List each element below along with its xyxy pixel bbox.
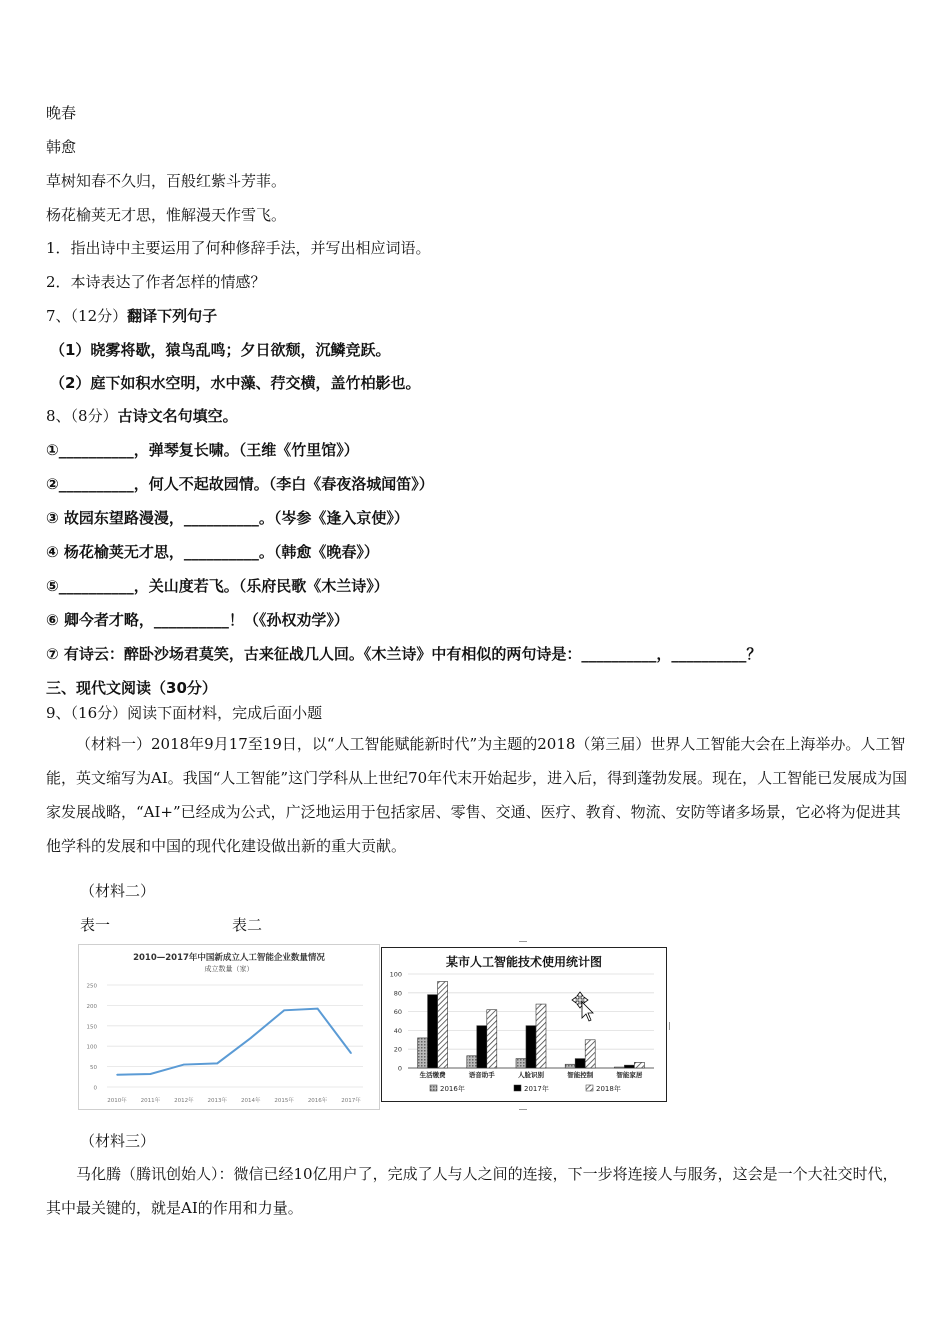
question-8-prefix: 8、（8分） <box>46 407 118 425</box>
table-1-label: 表一 <box>80 916 111 934</box>
poem-question-1: 1．指出诗中主要运用了何种修辞手法，并写出相应词语。 <box>46 239 431 257</box>
question-8-title: 古诗文名句填空。 <box>117 407 238 425</box>
question-7-sentence-1: （1）晓雾将歇，猿鸟乱鸣；夕日欲颓，沉鳞竞跃。 <box>50 341 391 359</box>
question-7-heading <box>46 305 217 326</box>
line-chart <box>79 945 379 1109</box>
section-3-title: 三、现代文阅读（30分） <box>46 679 217 697</box>
bar-2016年 <box>467 1056 477 1068</box>
question-7-title: 翻译下列句子 <box>127 307 218 325</box>
x-tick-label: 2016年 <box>307 1098 328 1104</box>
fill-blank-item: ⑥ 卿今者才略，__________！（《孙权劝学》） <box>46 611 349 629</box>
line-point <box>150 1073 152 1075</box>
legend-label: 2016年 <box>440 1085 465 1093</box>
material-1: （材料一）2018年9月17至19日，以“人工智能赋能新时代”为主题的2018（第三届）世界人工智能大会在上海举办。人工智能，英文缩写为AI。我国“人工智能”这门学科从上世纪70年代末开始起步，进入后，得到蓬勃发展。现在，人工智能已发展成为国家发展战略，“AI+”已经成为公式，广泛地运用于包括家居、零售、交通、医疗、教育、物流、安防等诸多场景，它必将为促进其他学科的发展和中国的现代化建设做出新的重大贡献。 <box>46 735 908 855</box>
y-tick-label: 50 <box>90 1065 97 1072</box>
poem-line-1: 草树知春不久归，百般红紫斗芳菲。 <box>46 172 287 190</box>
bar-2016年 <box>418 1038 428 1068</box>
scan-mark <box>669 1022 670 1030</box>
x-tick-label: 智能家居 <box>616 1071 643 1079</box>
bar-2016年 <box>516 1059 526 1068</box>
material-3-label: （材料三） <box>80 1132 156 1150</box>
y-tick-label: 100 <box>389 970 402 979</box>
bar-2017年 <box>526 1026 536 1068</box>
line-point <box>183 1064 185 1066</box>
poem-question-2: 2．本诗表达了作者怎样的情感？ <box>46 273 266 291</box>
y-tick-label: 40 <box>393 1026 402 1035</box>
x-tick-label: 人脸识别 <box>518 1071 544 1079</box>
line-chart-title: 2010—2017年中国新成立人工智能企业数量情况 <box>133 953 325 963</box>
x-tick-label: 2013年 <box>207 1098 228 1104</box>
bar-2016年 <box>614 1067 624 1068</box>
question-7-prefix: 7、（12分） <box>46 307 128 325</box>
bar-2017年 <box>428 995 438 1068</box>
question-8-heading <box>46 405 238 426</box>
legend-swatch <box>514 1085 521 1091</box>
x-tick-label: 2010年 <box>107 1098 127 1104</box>
y-tick-label: 200 <box>86 1003 97 1010</box>
line-point <box>250 1037 252 1039</box>
bar-chart <box>382 948 666 1101</box>
bar-2018年 <box>438 982 448 1068</box>
poem-author: 韩愈 <box>46 138 77 156</box>
bar-2018年 <box>536 1004 546 1068</box>
bar-chart-title: 某市人工智能技术使用统计图 <box>445 955 603 969</box>
line-series <box>117 1009 351 1075</box>
fill-blank-item: ⑤__________，关山度若飞。（乐府民歌《木兰诗》） <box>46 577 389 595</box>
x-tick-label: 2015年 <box>274 1098 294 1104</box>
y-tick-label: 80 <box>393 989 402 998</box>
x-tick-label: 语音助手 <box>468 1071 495 1079</box>
x-tick-label: 2012年 <box>174 1098 194 1104</box>
line-point <box>317 1008 319 1010</box>
legend-label: 2018年 <box>596 1085 621 1093</box>
line-chart-box <box>78 944 380 1110</box>
move-cursor-icon <box>572 992 593 1021</box>
question-7-sentence-2: （2）庭下如积水空明，水中藻、荇交横，盖竹柏影也。 <box>50 374 421 392</box>
material-3: 马化腾（腾讯创始人）：微信已经10亿用户了，完成了人与人之间的连接，下一步将连接人与服务，这会是一个大社交时代，其中最关键的，就是AI的作用和力量。 <box>46 1165 898 1217</box>
bar-2016年 <box>565 1064 575 1068</box>
y-tick-label: 60 <box>393 1008 402 1017</box>
line-point <box>116 1074 118 1076</box>
line-point <box>350 1052 352 1054</box>
poem-title: 晚春 <box>46 104 77 122</box>
line-point <box>283 1009 285 1011</box>
fill-blank-item: ⑦ 有诗云：醉卧沙场君莫笑，古来征战几人回。《木兰诗》中有相似的两句诗是：__________，__________？ <box>46 645 762 663</box>
scan-mark <box>519 1109 527 1110</box>
legend-swatch <box>586 1085 593 1091</box>
question-9-title: 9、（16分）阅读下面材料，完成后面小题 <box>46 704 323 722</box>
fill-blank-item: ①__________，弹琴复长啸。（王维《竹里馆》） <box>46 441 359 459</box>
x-tick-label: 2017年 <box>341 1098 361 1104</box>
y-tick-label: 100 <box>86 1044 97 1051</box>
y-tick-label: 150 <box>86 1024 97 1031</box>
x-tick-label: 生活缴费 <box>419 1071 446 1079</box>
bar-2018年 <box>487 1010 497 1068</box>
x-tick-label: 智能控制 <box>567 1071 594 1079</box>
line-point <box>216 1063 218 1065</box>
poem-line-2: 杨花榆荚无才思，惟解漫天作雪飞。 <box>46 206 287 224</box>
scan-mark <box>519 941 527 942</box>
fill-blank-item: ③ 故园东望路漫漫，__________。（岑参《逢入京使》） <box>46 509 409 527</box>
bar-2017年 <box>575 1059 585 1068</box>
fill-blank-item: ②__________，何人不起故园情。（李白《春夜洛城闻笛》） <box>46 475 434 493</box>
bar-chart-box <box>381 947 667 1102</box>
bar-2018年 <box>634 1062 644 1068</box>
x-tick-label: 2011年 <box>140 1098 161 1104</box>
y-tick-label: 250 <box>86 983 97 990</box>
x-tick-label: 2014年 <box>240 1098 261 1104</box>
y-tick-label: 0 <box>93 1085 97 1092</box>
bar-2018年 <box>585 1040 595 1068</box>
line-chart-subtitle: 成立数量（家） <box>204 965 254 973</box>
table-2-label: 表二 <box>232 916 263 934</box>
legend-label: 2017年 <box>524 1085 549 1093</box>
legend-swatch <box>430 1085 437 1091</box>
bar-2017年 <box>477 1026 487 1068</box>
bar-2017年 <box>624 1065 634 1068</box>
material-2-label: （材料二） <box>80 882 156 900</box>
fill-blank-item: ④ 杨花榆荚无才思，__________。（韩愈《晚春》） <box>46 543 379 561</box>
y-tick-label: 0 <box>397 1064 402 1073</box>
y-tick-label: 20 <box>393 1045 402 1054</box>
